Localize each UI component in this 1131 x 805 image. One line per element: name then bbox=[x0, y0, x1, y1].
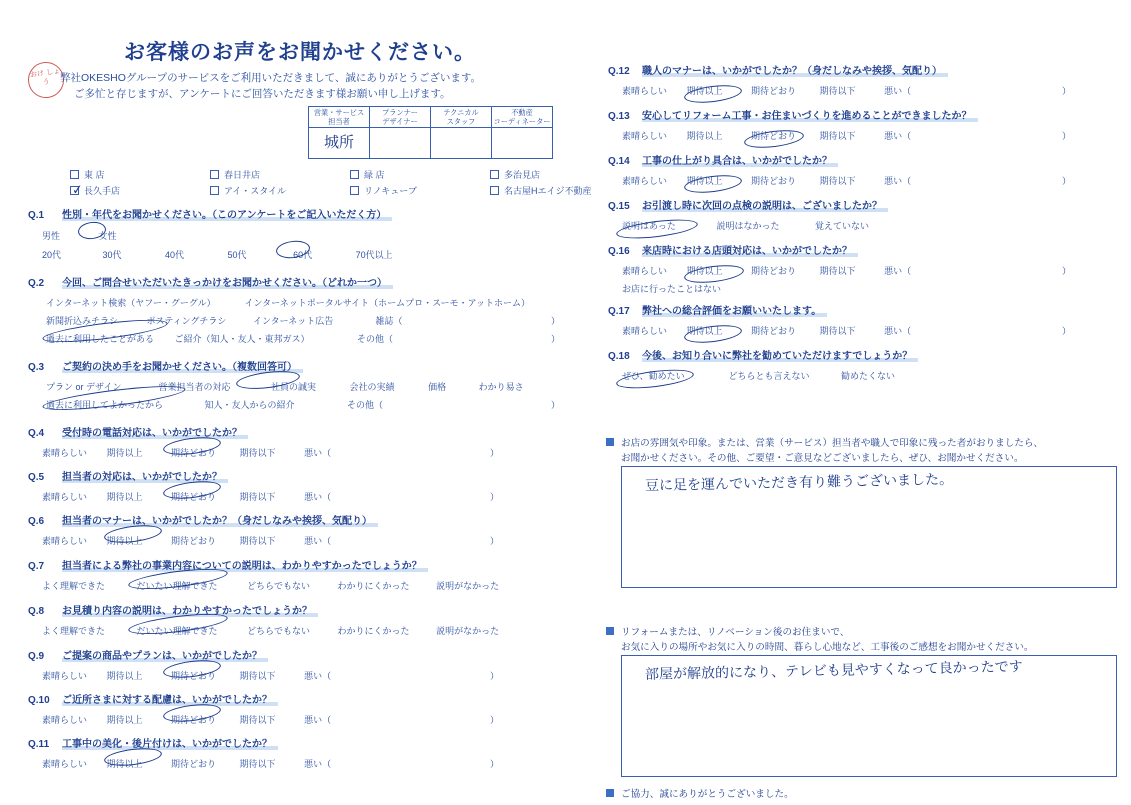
question-q3: Q.3 ご契約の決め手をお聞かせください。（複数回答可） プラン or デザイン 営業担当者の対応 社員の誠実 会社の実績 価格 わかり易さ 過去に利用してよかったから 知人・友人からの紹介 その他（ ） bbox=[28, 358, 568, 411]
option-q9-4[interactable]: 悪い（ bbox=[304, 671, 332, 681]
option-q7-1[interactable]: だいたい理解できた bbox=[136, 581, 218, 591]
option-q2-0[interactable]: インターネット検索（ヤフー・グーグル） bbox=[46, 298, 216, 308]
option-q11-2[interactable]: 期待どおり bbox=[171, 759, 217, 769]
option-q16-2[interactable]: 期待どおり bbox=[751, 266, 797, 276]
option-q1-70plus[interactable]: 70代以上 bbox=[355, 250, 393, 260]
option-q3-0[interactable]: プラン or デザイン bbox=[46, 382, 122, 392]
comment-prompt-1: お店の雰囲気や印象。または、営業（サービス）担当者や職人で印象に残った者がおりましたら、 お聞かせください。その他、ご要望・ご意見などございましたら、ぜひ、お聞かせください。 bbox=[606, 436, 1116, 466]
staff-table bbox=[308, 106, 553, 159]
option-q4-3[interactable]: 期待以下 bbox=[239, 448, 276, 458]
question-q1: Q.1 性別・年代をお聞かせください。（このアンケートをご記入いただく方） 男性 女性 20代 30代 40代 50代 60代 70代以上 bbox=[28, 206, 558, 261]
option-q2-3[interactable]: ポスティングチラシ bbox=[146, 316, 227, 326]
option-q17-3[interactable]: 期待以下 bbox=[819, 326, 856, 336]
option-q2-5-close: ） bbox=[550, 316, 560, 326]
shop-row-1 bbox=[70, 168, 660, 181]
option-q14-2[interactable]: 期待どおり bbox=[751, 176, 797, 186]
option-q1-female[interactable]: 女性 bbox=[98, 231, 117, 241]
checkbox-icon[interactable] bbox=[350, 186, 359, 195]
option-q2-5[interactable]: 雑誌（ bbox=[375, 316, 403, 326]
bullet-icon bbox=[606, 627, 614, 635]
shop-checkbox-kasugai[interactable]: 春日井店 bbox=[210, 168, 350, 181]
option-q17-2[interactable]: 期待どおり bbox=[751, 326, 797, 336]
option-q8-4[interactable]: 説明がなかった bbox=[436, 626, 500, 636]
checkbox-icon[interactable] bbox=[350, 170, 359, 179]
option-q14-3[interactable]: 期待以下 bbox=[819, 176, 856, 186]
bullet-icon bbox=[606, 789, 614, 797]
table-row bbox=[309, 128, 553, 159]
option-q8-3[interactable]: わかりにくかった bbox=[337, 626, 410, 636]
option-q18-1[interactable]: どちらとも言えない bbox=[728, 371, 810, 381]
option-q4-1[interactable]: 期待以上 bbox=[106, 448, 143, 458]
staff-value-cell-3[interactable] bbox=[492, 128, 553, 159]
option-q16-4[interactable]: 悪い（ bbox=[884, 266, 912, 276]
option-q7-2[interactable]: どちらでもない bbox=[247, 581, 310, 591]
question-q17: Q.17 弊社への総合評価をお願いいたします。 素晴らしい 期待以上 期待どおり 期待以下 悪い（ ） bbox=[608, 302, 1108, 337]
option-q15-2[interactable]: 覚えていない bbox=[815, 221, 870, 231]
option-q3-3[interactable]: 会社の実績 bbox=[349, 382, 395, 392]
footer-thanks: ご協力、誠にありがとうございました。 bbox=[606, 786, 794, 800]
option-q15-1[interactable]: 説明はなかった bbox=[716, 221, 780, 231]
option-q14-1[interactable]: 期待以上 bbox=[686, 176, 723, 186]
question-q7: Q.7 担当者による弊社の事業内容についての説明は、わかりやすかったでしょうか？ よく理解できた だいたい理解できた どちらでもない わかりにくかった 説明がなかった bbox=[28, 557, 568, 592]
option-q4-2[interactable]: 期待どおり bbox=[171, 448, 217, 458]
option-q1-60s[interactable]: 60代 bbox=[293, 250, 313, 260]
staff-value-cell-1[interactable] bbox=[370, 128, 431, 159]
option-q2-1[interactable]: インターネットポータルサイト（ホームプロ・スーモ・アットホーム） bbox=[244, 298, 530, 308]
option-q2-6[interactable]: 過去に利用したことがある bbox=[46, 334, 155, 344]
option-q8-0[interactable]: よく理解できた bbox=[42, 626, 106, 636]
intro-line-2: ご多忙と存じますが、アンケートにご回答いただきます様お願い申し上げます。 bbox=[74, 88, 451, 100]
option-q9-0[interactable]: 素晴らしい bbox=[42, 671, 88, 681]
option-q2-8-close: ） bbox=[550, 334, 560, 344]
shop-checkbox-istyle[interactable]: アイ・スタイル bbox=[210, 184, 350, 197]
question-q6: Q.6 担当者のマナーは、いかがでしたか？（身だしなみや挨拶、気配り） 素晴らしい 期待以上 期待どおり 期待以下 悪い（ ） bbox=[28, 512, 558, 547]
comment-prompt-2: リフォームまたは、リノベーション後のお住まいで、 お気に入りの場所やお気に入りの時間、暮らし心地など、工事後のご感想をお聞かせください。 bbox=[606, 625, 1116, 655]
option-q12-3[interactable]: 期待以下 bbox=[819, 86, 856, 96]
checkbox-icon[interactable] bbox=[70, 170, 79, 179]
option-q14-4[interactable]: 悪い（ bbox=[884, 176, 912, 186]
option-q8-1[interactable]: だいたい理解できた bbox=[136, 626, 218, 636]
option-q11-0[interactable]: 素晴らしい bbox=[42, 759, 88, 769]
option-q10-1[interactable]: 期待以上 bbox=[106, 715, 143, 725]
comment-answer-2: 部屋が解放的になり、テレビも見やすくなって良かったです bbox=[644, 659, 1023, 683]
option-q1-male[interactable]: 男性 bbox=[42, 231, 61, 241]
intro-line-1: 弊社OKESHOグループのサービスをご利用いただきまして、誠にありがとうございます。 bbox=[60, 72, 482, 84]
option-q16-3[interactable]: 期待以下 bbox=[819, 266, 856, 276]
page-title: お客様のお声をお聞かせください。 bbox=[124, 41, 476, 64]
option-q1-40s[interactable]: 40代 bbox=[165, 250, 185, 260]
option-q17-0[interactable]: 素晴らしい bbox=[622, 326, 668, 336]
option-q5-4[interactable]: 悪い（ bbox=[304, 492, 332, 502]
checkbox-icon[interactable] bbox=[490, 186, 499, 195]
option-q7-0[interactable]: よく理解できた bbox=[42, 581, 106, 591]
option-q11-3[interactable]: 期待以下 bbox=[239, 759, 276, 769]
option-q6-3[interactable]: 期待以下 bbox=[239, 536, 276, 546]
staff-header-cell-0: 営業・サービス 担当者 bbox=[309, 107, 370, 128]
option-q1-30s[interactable]: 30代 bbox=[102, 250, 122, 260]
option-q10-2[interactable]: 期待どおり bbox=[171, 715, 217, 725]
question-q5: Q.5 担当者の対応は、いかがでしたか？ 素晴らしい 期待以上 期待どおり 期待以下 悪い（ ） bbox=[28, 468, 558, 503]
option-q3-1[interactable]: 営業担当者の対応 bbox=[158, 382, 231, 392]
option-q6-0[interactable]: 素晴らしい bbox=[42, 536, 88, 546]
option-q5-0[interactable]: 素晴らしい bbox=[42, 492, 88, 502]
option-q9-2[interactable]: 期待どおり bbox=[171, 671, 217, 681]
option-q4-4[interactable]: 悪い（ bbox=[304, 448, 332, 458]
shop-row-2 bbox=[70, 184, 660, 197]
option-q1-50s[interactable]: 50代 bbox=[227, 250, 247, 260]
option-q6-1[interactable]: 期待以上 bbox=[106, 536, 143, 546]
option-q17-4[interactable]: 悪い（ bbox=[884, 326, 912, 336]
question-q14: Q.14 工事の仕上がり具合は、いかがでしたか？ 素晴らしい 期待以上 期待どおり 期待以下 悪い（ ） bbox=[608, 152, 1108, 187]
staff-header-cell-3: 不動産 コーディネーター bbox=[492, 107, 553, 128]
checkbox-icon[interactable] bbox=[210, 186, 219, 195]
question-q11: Q.11 工事中の美化・後片付けは、いかがでしたか？ 素晴らしい 期待以上 期待どおり 期待以下 悪い（ ） bbox=[28, 735, 558, 770]
shop-checkbox-nagoya[interactable]: 名古屋Hエイジ不動産 bbox=[490, 184, 660, 197]
question-q4: Q.4 受付時の電話対応は、いかがでしたか？ 素晴らしい 期待以上 期待どおり 期待以下 悪い（ ） bbox=[28, 424, 558, 459]
question-q9: Q.9 ご提案の商品やプランは、いかがでしたか？ 素晴らしい 期待以上 期待どおり 期待以下 悪い（ ） bbox=[28, 647, 558, 682]
staff-header-cell-1: プランナー デザイナー bbox=[370, 107, 431, 128]
option-q13-3[interactable]: 期待以下 bbox=[819, 131, 856, 141]
option-q16-0[interactable]: 素晴らしい bbox=[622, 266, 668, 276]
shop-checkbox-group bbox=[70, 168, 660, 200]
option-q9-1[interactable]: 期待以上 bbox=[106, 671, 143, 681]
option-q5-1[interactable]: 期待以上 bbox=[106, 492, 143, 502]
option-q16-1[interactable]: 期待以上 bbox=[686, 266, 723, 276]
staff-header-cell-2: テクニカル スタッフ bbox=[431, 107, 492, 128]
option-q9-3[interactable]: 期待以下 bbox=[239, 671, 276, 681]
option-q13-1[interactable]: 期待以上 bbox=[686, 131, 723, 141]
option-q10-0[interactable]: 素晴らしい bbox=[42, 715, 88, 725]
shop-checkbox-midori[interactable]: 緑 店 bbox=[350, 168, 490, 181]
option-q3-7[interactable]: 知人・友人からの紹介 bbox=[204, 400, 295, 410]
shop-checkbox-nagakute[interactable]: 長久手店 bbox=[70, 184, 210, 197]
option-q7-4[interactable]: 説明がなかった bbox=[436, 581, 500, 591]
option-q2-2[interactable]: 新聞折込みチラシ bbox=[46, 316, 119, 326]
option-q6-2[interactable]: 期待どおり bbox=[171, 536, 217, 546]
shop-checkbox-east[interactable]: 東 店 bbox=[70, 168, 210, 181]
option-q12-2[interactable]: 期待どおり bbox=[751, 86, 797, 96]
option-q12-0[interactable]: 素晴らしい bbox=[622, 86, 668, 96]
option-q3-4[interactable]: 価格 bbox=[428, 382, 447, 392]
option-q6-4[interactable]: 悪い（ bbox=[304, 536, 332, 546]
option-q2-4[interactable]: インターネット広告 bbox=[253, 316, 334, 326]
question-q8: Q.8 お見積り内容の説明は、わかりやすかったでしょうか？ よく理解できた だいたい理解できた どちらでもない わかりにくかった 説明がなかった bbox=[28, 602, 568, 637]
option-q3-8-close: ） bbox=[550, 400, 560, 410]
staff-value-cell-2[interactable] bbox=[431, 128, 492, 159]
option-q17-1[interactable]: 期待以上 bbox=[686, 326, 723, 336]
option-q18-2[interactable]: 勧めたくない bbox=[841, 371, 896, 381]
option-q13-0[interactable]: 素晴らしい bbox=[622, 131, 668, 141]
checkbox-icon[interactable] bbox=[490, 170, 499, 179]
option-q16-5[interactable]: お店に行ったことはない bbox=[622, 284, 722, 294]
comment-answer-1: 豆に足を運んでいただき有り難うございました。 bbox=[644, 471, 954, 495]
option-q15-0[interactable]: 説明はあった bbox=[622, 221, 676, 231]
checkbox-icon[interactable] bbox=[210, 170, 219, 179]
option-q11-1[interactable]: 期待以上 bbox=[106, 759, 143, 769]
option-q11-4[interactable]: 悪い（ bbox=[304, 759, 332, 769]
question-q18: Q.18 今後、お知り合いに弊社を勧めていただけますでしょうか？ ぜひ、勧めたい どちらとも言えない 勧めたくない bbox=[608, 347, 1108, 382]
option-q14-0[interactable]: 素晴らしい bbox=[622, 176, 668, 186]
option-q5-2[interactable]: 期待どおり bbox=[171, 492, 217, 502]
option-q4-0[interactable]: 素晴らしい bbox=[42, 448, 88, 458]
option-q12-1[interactable]: 期待以上 bbox=[686, 86, 723, 96]
shop-checkbox-renocube[interactable]: リノキューブ bbox=[350, 184, 490, 197]
checkmark-icon: ✓ bbox=[71, 182, 84, 199]
question-q2: Q.2 今回、ご問合せいただいたきっかけをお聞かせください。（どれか一つ） インターネット検索（ヤフー・グーグル） インターネットポータルサイト（ホームプロ・スーモ・アットホーム） 新聞折込みチラシ ポスティングチラシ インターネット広告 雑誌（ ） 過去に利用したことがある ご紹介（知人・友人・東邦ガス） その他（ ） bbox=[28, 274, 568, 345]
bullet-icon bbox=[606, 438, 614, 446]
company-stamp-icon: おけ しょう bbox=[26, 60, 67, 101]
shop-checkbox-tajimi[interactable]: 多治見店 bbox=[490, 168, 630, 181]
option-q2-8[interactable]: その他（ bbox=[357, 334, 394, 344]
question-q10: Q.10 ご近所さまに対する配慮は、いかがでしたか？ 素晴らしい 期待以上 期待どおり 期待以下 悪い（ ） bbox=[28, 691, 558, 726]
option-q2-7[interactable]: ご紹介（知人・友人・東邦ガス） bbox=[174, 334, 310, 344]
option-q7-3[interactable]: わかりにくかった bbox=[337, 581, 410, 591]
option-q3-6[interactable]: 過去に利用してよかったから bbox=[46, 400, 164, 410]
option-q5-3[interactable]: 期待以下 bbox=[239, 492, 276, 502]
option-q10-4[interactable]: 悪い（ bbox=[304, 715, 332, 725]
option-q8-2[interactable]: どちらでもない bbox=[247, 626, 310, 636]
staff-value-cell-0[interactable]: 城所 bbox=[309, 128, 370, 159]
option-q18-0[interactable]: ぜひ、勧めたい bbox=[622, 371, 685, 381]
option-q13-4[interactable]: 悪い（ bbox=[884, 131, 912, 141]
option-q3-2[interactable]: 社員の誠実 bbox=[271, 382, 317, 392]
question-q15: Q.15 お引渡し時に次回の点検の説明は、ございましたか？ 説明はあった 説明はなかった 覚えていない bbox=[608, 197, 1108, 232]
question-q13: Q.13 安心してリフォーム工事・お住まいづくりを進めることができましたか？ 素晴らしい 期待以上 期待どおり 期待以下 悪い（ ） bbox=[608, 107, 1108, 142]
option-q3-5[interactable]: わかり易さ bbox=[478, 382, 524, 392]
option-q3-8[interactable]: その他（ bbox=[347, 400, 384, 410]
intro-text bbox=[60, 70, 540, 102]
question-q12: Q.12 職人のマナーは、いかがでしたか？（身だしなみや挨拶、気配り） 素晴らしい 期待以上 期待どおり 期待以下 悪い（ ） bbox=[608, 62, 1108, 97]
option-q13-2[interactable]: 期待どおり bbox=[751, 131, 797, 141]
question-q16: Q.16 来店時における店頭対応は、いかがでしたか？ 素晴らしい 期待以上 期待どおり 期待以下 悪い（ ） お店に行ったことはない bbox=[608, 242, 1108, 295]
option-q12-4[interactable]: 悪い（ bbox=[884, 86, 912, 96]
option-q10-3[interactable]: 期待以下 bbox=[239, 715, 276, 725]
table-header-row bbox=[309, 107, 553, 128]
option-q1-20s[interactable]: 20代 bbox=[42, 250, 62, 260]
